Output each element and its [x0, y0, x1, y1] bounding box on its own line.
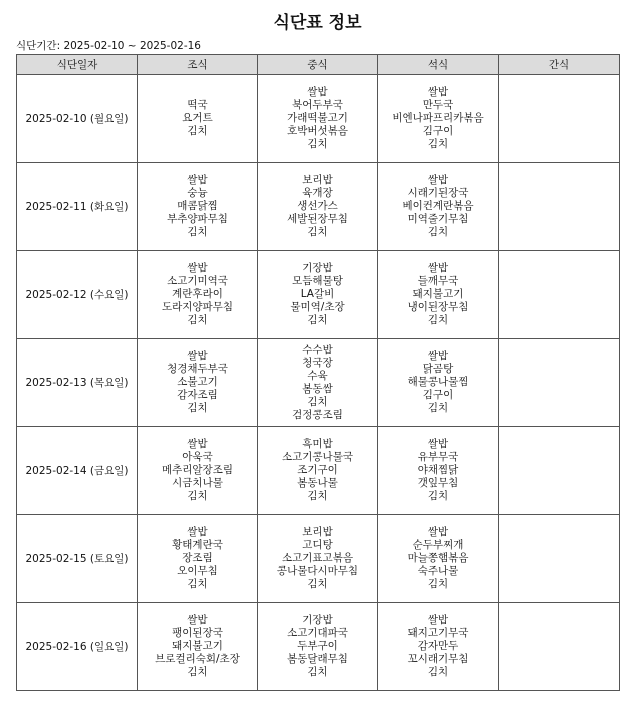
lunch-cell — [258, 427, 378, 515]
snack-cell — [499, 251, 620, 339]
snack-cell — [499, 427, 620, 515]
breakfast-dish: 도라지양파무침 — [161, 301, 233, 313]
dinner-cell — [378, 603, 499, 691]
dinner-dish: 김치 — [427, 666, 449, 678]
menu-period: 식단기간: 2025-02-10 ~ 2025-02-16 — [16, 40, 201, 52]
lunch-dish: 북어두부국 — [292, 99, 343, 111]
breakfast-dish: 쌀밥 — [187, 526, 208, 538]
breakfast-dish: 요거트 — [182, 112, 213, 124]
table-row — [17, 163, 620, 251]
breakfast-dish: 장조림 — [182, 552, 213, 564]
breakfast-dish: 쌀밥 — [187, 614, 208, 626]
dinner-dish: 마늘쫑햄볶음 — [407, 552, 469, 564]
lunch-dish: 수육 — [307, 369, 328, 382]
header-date: 식단일자 — [17, 55, 138, 75]
breakfast-cell — [138, 251, 258, 339]
dinner-dish: 유부무국 — [417, 451, 459, 463]
breakfast-dish: 쌀밥 — [187, 350, 208, 362]
header-row — [17, 55, 620, 75]
table-row — [17, 339, 620, 427]
table-row — [17, 251, 620, 339]
breakfast-dish: 부추양파무침 — [167, 213, 228, 225]
menu-table — [16, 54, 620, 691]
menu-body — [17, 75, 620, 691]
breakfast-cell — [138, 427, 258, 515]
dinner-dish: 쌀밥 — [427, 526, 449, 538]
breakfast-dish: 쌀밥 — [187, 438, 208, 450]
dinner-dish: 김치 — [427, 578, 449, 590]
snack-cell — [499, 603, 620, 691]
dinner-dish: 쌀밥 — [427, 262, 449, 274]
dinner-dish: 베이컨계란볶음 — [402, 200, 474, 212]
dinner-dish: 해물콩나물찜 — [407, 376, 469, 388]
breakfast-dish: 오이무침 — [177, 565, 218, 577]
breakfast-dish: 소불고기 — [177, 376, 218, 388]
lunch-dish: 김치 — [307, 226, 328, 238]
lunch-dish: 김치 — [307, 314, 328, 326]
menu-date: 2025-02-14 (금요일) — [17, 427, 138, 515]
dinner-dish: 김구이 — [422, 389, 454, 401]
header-snack: 간식 — [499, 55, 620, 75]
lunch-dish: 김치 — [307, 490, 328, 502]
dinner-dish: 순두부찌개 — [412, 539, 464, 551]
breakfast-dish: 김치 — [187, 125, 208, 137]
breakfast-dish: 팽이된장국 — [172, 627, 223, 639]
breakfast-cell — [138, 515, 258, 603]
lunch-cell — [258, 163, 378, 251]
dinner-cell — [378, 427, 499, 515]
menu-date: 2025-02-16 (일요일) — [17, 603, 138, 691]
dinner-dish: 김치 — [427, 226, 449, 238]
lunch-dish: 수수밥 — [302, 343, 333, 356]
dinner-dish: 갯잎무침 — [417, 477, 459, 489]
breakfast-dish: 아욱국 — [182, 451, 213, 463]
breakfast-dish: 시금치나물 — [172, 477, 223, 489]
lunch-cell — [258, 251, 378, 339]
lunch-dish: 검정콩조림 — [292, 408, 343, 421]
lunch-dish: 육개장 — [302, 187, 333, 199]
lunch-dish: 소고기콩나물국 — [281, 451, 353, 463]
dinner-dish: 시래기된장국 — [407, 187, 469, 199]
dinner-dish: 김치 — [427, 402, 449, 414]
dinner-dish: 비엔나파프리카볶음 — [392, 112, 484, 124]
dinner-cell — [378, 339, 499, 427]
snack-cell — [499, 75, 620, 163]
dinner-dish: 만두국 — [422, 99, 454, 111]
dinner-dish: 꼬시래기무침 — [407, 653, 469, 665]
lunch-dish: 흑미밥 — [302, 438, 333, 450]
breakfast-cell — [138, 603, 258, 691]
lunch-dish: 모듬해물탕 — [292, 275, 343, 287]
dinner-cell — [378, 515, 499, 603]
lunch-dish: 물미역/초장 — [290, 301, 345, 313]
breakfast-dish: 김치 — [187, 578, 208, 590]
lunch-dish: 소고기표고볶음 — [281, 552, 353, 564]
lunch-dish: 호박버섯볶음 — [287, 125, 348, 137]
dinner-dish: 들깨무국 — [417, 275, 459, 287]
lunch-dish: 봄동쌈 — [302, 382, 333, 395]
lunch-dish: 쌀밥 — [307, 86, 328, 98]
dinner-cell — [378, 251, 499, 339]
lunch-dish: 김치 — [307, 578, 328, 590]
menu-date: 2025-02-15 (토요일) — [17, 515, 138, 603]
dinner-dish: 쌀밥 — [427, 614, 449, 626]
table-row — [17, 75, 620, 163]
lunch-dish: 조기구이 — [297, 464, 338, 476]
breakfast-dish: 쌀밥 — [187, 262, 208, 274]
lunch-dish: 세발된장무침 — [287, 213, 348, 225]
table-row — [17, 427, 620, 515]
menu-date: 2025-02-11 (화요일) — [17, 163, 138, 251]
breakfast-dish: 김치 — [187, 490, 208, 502]
lunch-dish: 봄동달래무침 — [287, 653, 348, 665]
breakfast-dish: 숭늉 — [187, 187, 208, 199]
breakfast-dish: 감자조림 — [177, 389, 218, 401]
dinner-dish: 감자만두 — [417, 640, 459, 652]
breakfast-dish: 계란후라이 — [172, 288, 223, 300]
lunch-dish: 보리밥 — [302, 526, 333, 538]
lunch-dish: 고디탕 — [302, 539, 333, 551]
dinner-dish: 김구이 — [422, 125, 454, 137]
breakfast-dish: 김치 — [187, 402, 208, 414]
menu-date: 2025-02-13 (목요일) — [17, 339, 138, 427]
dinner-dish: 김치 — [427, 314, 449, 326]
lunch-cell — [258, 339, 378, 427]
dinner-dish: 쌀밥 — [427, 174, 449, 186]
lunch-dish: 가래떡불고기 — [287, 112, 348, 124]
dinner-dish: 닭곰탕 — [422, 363, 454, 375]
table-row — [17, 603, 620, 691]
breakfast-dish: 소고기미역국 — [167, 275, 228, 287]
menu-date: 2025-02-10 (월요일) — [17, 75, 138, 163]
breakfast-dish: 돼지불고기 — [172, 640, 223, 652]
breakfast-dish: 매콤닭찜 — [177, 200, 218, 212]
breakfast-dish: 김치 — [187, 226, 208, 238]
dinner-dish: 쌀밥 — [427, 350, 449, 362]
dinner-dish: 쌀밥 — [427, 86, 449, 98]
breakfast-cell — [138, 75, 258, 163]
lunch-dish: 콩나물다시마무침 — [276, 565, 359, 577]
lunch-dish: 김치 — [307, 666, 328, 678]
dinner-dish: 쌀밥 — [427, 438, 449, 450]
lunch-dish: 봄동나물 — [297, 477, 338, 489]
lunch-dish: 생선가스 — [297, 200, 338, 212]
lunch-cell — [258, 515, 378, 603]
dinner-dish: 미역줄기무침 — [407, 213, 469, 225]
breakfast-dish: 떡국 — [187, 99, 208, 111]
header-breakfast: 조식 — [138, 55, 258, 75]
dinner-cell — [378, 75, 499, 163]
breakfast-dish: 김치 — [187, 666, 208, 678]
lunch-dish: 두부구이 — [297, 640, 338, 652]
dinner-dish: 야채찜닭 — [417, 464, 459, 476]
snack-cell — [499, 515, 620, 603]
lunch-dish: LA갈비 — [300, 288, 335, 300]
lunch-dish: 김치 — [307, 138, 328, 150]
page-title: 식단표 정보 — [273, 13, 362, 33]
lunch-dish: 청국장 — [302, 356, 333, 369]
lunch-dish: 기장밥 — [302, 262, 333, 274]
breakfast-dish: 황태계란국 — [172, 539, 223, 551]
breakfast-dish: 청경채두부국 — [167, 363, 228, 375]
dinner-dish: 숙주나물 — [417, 565, 459, 577]
table-row — [17, 515, 620, 603]
dinner-dish: 김치 — [427, 490, 449, 502]
snack-cell — [499, 163, 620, 251]
dinner-dish: 김치 — [427, 138, 449, 150]
lunch-dish: 기장밥 — [302, 614, 333, 626]
breakfast-dish: 쌀밥 — [187, 174, 208, 186]
breakfast-dish: 메추리알장조림 — [161, 464, 233, 476]
dinner-dish: 냉이된장무침 — [407, 301, 469, 313]
header-dinner: 석식 — [378, 55, 499, 75]
lunch-dish: 김치 — [307, 395, 328, 408]
menu-date: 2025-02-12 (수요일) — [17, 251, 138, 339]
lunch-dish: 소고기대파국 — [287, 627, 348, 639]
dinner-dish: 돼지불고기 — [412, 288, 464, 300]
dinner-cell — [378, 163, 499, 251]
lunch-dish: 보리밥 — [302, 174, 333, 186]
lunch-cell — [258, 75, 378, 163]
breakfast-cell — [138, 339, 258, 427]
header-lunch: 중식 — [258, 55, 378, 75]
lunch-cell — [258, 603, 378, 691]
breakfast-cell — [138, 163, 258, 251]
dinner-dish: 돼지고기무국 — [407, 627, 469, 639]
breakfast-dish: 브로컬리숙회/초장 — [155, 653, 240, 665]
breakfast-dish: 김치 — [187, 314, 208, 326]
snack-cell — [499, 339, 620, 427]
